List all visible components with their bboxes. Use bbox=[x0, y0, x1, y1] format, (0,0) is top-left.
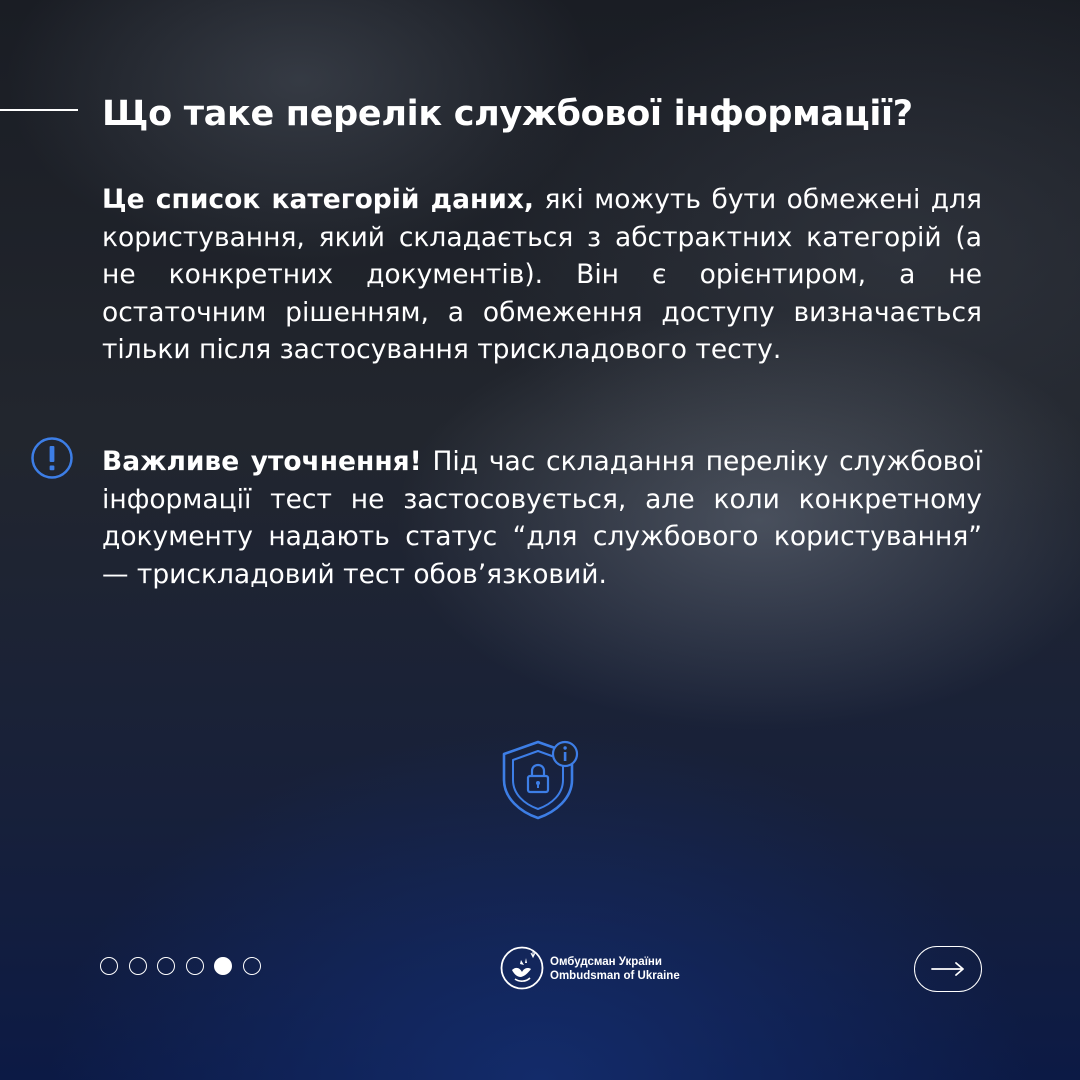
definition-lead: Це список категорій даних, bbox=[102, 184, 534, 215]
note-paragraph bbox=[102, 443, 982, 593]
page-dot-5-active[interactable] bbox=[214, 957, 232, 975]
page-dot-4[interactable] bbox=[186, 957, 204, 975]
ombudsman-logo bbox=[500, 946, 720, 992]
logo-line-ukrainian: Омбудсман України bbox=[550, 956, 662, 968]
logo-text bbox=[550, 955, 680, 983]
arrow-right-icon bbox=[930, 961, 966, 977]
page-dot-3[interactable] bbox=[157, 957, 175, 975]
definition-paragraph bbox=[102, 181, 982, 369]
decorative-rule bbox=[0, 109, 78, 111]
note-lead: Важливе уточнення! bbox=[102, 446, 422, 477]
pagination-dots bbox=[100, 957, 261, 979]
next-button[interactable] bbox=[914, 946, 982, 992]
logo-line-english: Ombudsman of Ukraine bbox=[550, 970, 680, 982]
page-dot-6[interactable] bbox=[243, 957, 261, 975]
exclamation-circle-icon bbox=[31, 437, 73, 479]
page-title: Що таке перелік службової інформації? bbox=[102, 94, 913, 134]
shield-lock-info-icon bbox=[498, 736, 582, 822]
definition-text: які можуть бути обмежені для користування, який складається з абстрактних категорій (а не конкретних документів). Він є орієнтиром, а не остаточним рішенням, а обмеження доступу визначається тільки після застосування трискладового тесту. bbox=[102, 184, 982, 365]
ombudsman-emblem-icon bbox=[500, 946, 544, 990]
page-dot-2[interactable] bbox=[129, 957, 147, 975]
page-dot-1[interactable] bbox=[100, 957, 118, 975]
note-text: Під час складання переліку службової інформації тест не застосовується, але коли конкретному документу надають статус “для службового користування” — трискладовий тест обов’язковий. bbox=[102, 446, 982, 590]
